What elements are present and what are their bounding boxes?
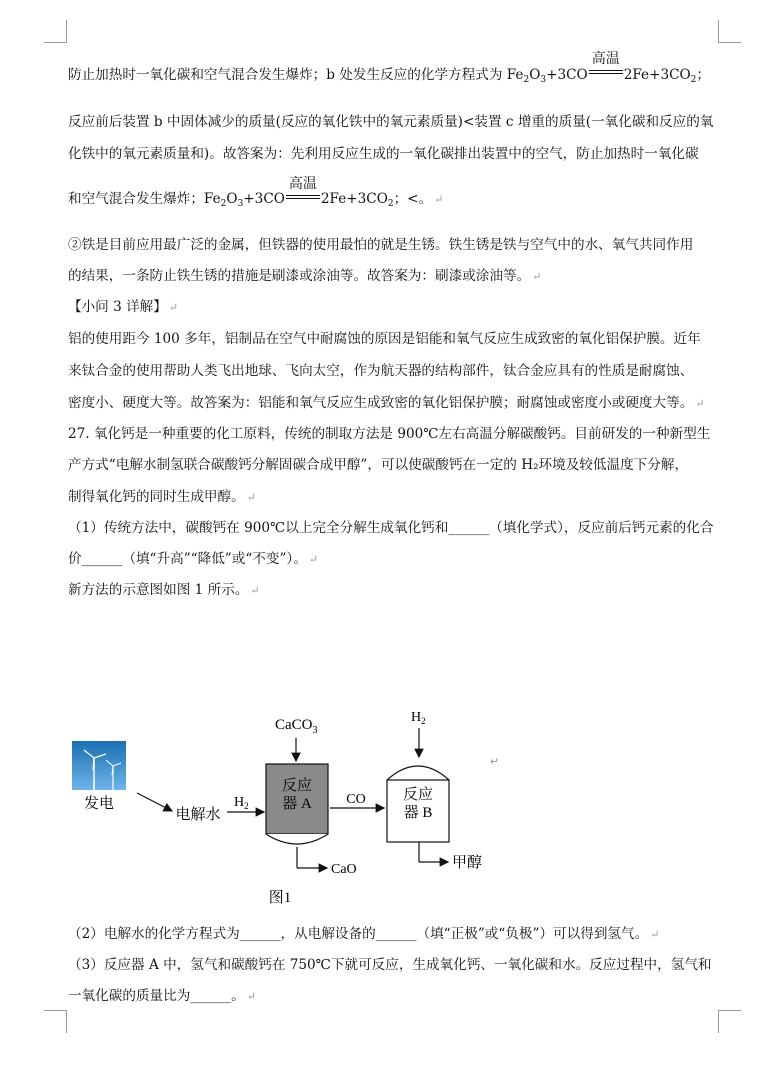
- label-methanol: 甲醇: [452, 855, 483, 871]
- text-line: 防止加热时一氧化碳和空气混合发生爆炸；b 处发生反应的化学方程式为 $Fe_2O_3+3CO$ 高温 $2Fe+3CO_2$；: [68, 51, 710, 85]
- text-line: 化铁中的氧元素质量和)。故答案为：先利用反应生成的一氧化碳排出装置中的空气，防止加热时一氧化碳: [68, 146, 699, 162]
- page-corner-mark: [44, 1010, 67, 1033]
- reactor-b-vessel: [387, 766, 449, 842]
- text-line: 价______（填“升高”“降低”或“不变”）。 ↵: [68, 551, 319, 567]
- page-corner-mark: [718, 20, 741, 43]
- reactor-b-label-line1: 反应: [402, 787, 434, 803]
- reactor-a-label-line1: 反应: [281, 778, 313, 794]
- label-co: CO: [346, 792, 366, 807]
- paragraph-mark: ↵: [490, 756, 500, 768]
- text-line: 铝的使用距今 100 多年，铝制品在空气中耐腐蚀的原因是铝能和氧气反应生成致密的氧化铝保护膜。近年: [68, 331, 701, 347]
- question-27: 27. 氧化钙是一种重要的化工原料，传统的制取方法是 900℃左右高温分解碳酸钙。目前研发的一种新型生: [68, 426, 711, 442]
- text-line: 和空气混合发生爆炸；$Fe_2O_3+3CO$ 高温 $2Fe+3CO_2$；<。 ↵: [68, 176, 444, 209]
- text-line: 新方法的示意图如图 1 所示。 ↵: [68, 582, 260, 598]
- text-line: 来钛合金的使用帮助人类飞出地球、飞向太空，作为航天器的结构部件，钛合金应具有的性质是耐腐蚀、: [68, 363, 694, 379]
- page-corner-mark: [718, 1010, 741, 1033]
- label-h2-flow-a: $H_2$: [234, 795, 249, 811]
- arrow-power-to-electrolysis: [137, 793, 172, 811]
- process-diagram-figure-1: [0, 700, 784, 915]
- text-line: 的结果，一条防止铁生锈的措施是刷漆或涂油等。故答案为：刷漆或涂油等。 ↵: [68, 268, 542, 284]
- label-power-generation: 发电: [83, 796, 115, 812]
- question-part-3: （3）反应器 A 中，氢气和碳酸钙在 750℃下就可反应，生成氧化钙、一氧化碳和水。反应过程中，氢气和: [68, 957, 712, 973]
- wind-turbine-icon: [72, 741, 126, 790]
- text-line: 反应前后装置 b 中固体减少的质量(反应的氧化铁中的氧元素质量)<装置 c 增重的质量(一氧化碳和反应的氧: [68, 114, 714, 130]
- text-line: 制得氧化钙的同时生成甲醇。 ↵: [68, 489, 256, 505]
- page-corner-mark: [44, 20, 67, 43]
- label-h2-flow-b: $H_2$: [411, 710, 426, 726]
- question-part-2: （2）电解水的化学方程式为______，从电解设备的______（填“正极”或“负极”）可以得到氢气。 ↵: [68, 926, 660, 942]
- text-line: ②铁是目前应用最广泛的金属，但铁器的使用最怕的就是生锈。铁生锈是铁与空气中的水、氧气共同作用: [68, 237, 694, 253]
- figure-caption: 图1: [268, 890, 292, 906]
- question-part-1: （1）传统方法中，碳酸钙在 900℃以上完全分解生成氧化钙和______（填化学式），反应前后钙元素的化合: [68, 520, 714, 536]
- label-cao: CaO: [331, 862, 357, 877]
- label-electrolysis: 电解水: [175, 807, 221, 823]
- reactor-b-label-line2: 器 B: [403, 805, 433, 821]
- text-line: 一氧化碳的质量比为______。 ↵: [68, 988, 256, 1004]
- section-heading: 【小问 3 详解】 ↵: [68, 299, 179, 315]
- reactor-a-label-line2: 器 A: [282, 796, 312, 812]
- reaction-condition: 高温: [589, 66, 623, 84]
- label-caco3: CaCO$_3$: [275, 717, 318, 736]
- text-line: 密度小、硬度大等。故答案为：铝能和氧气反应生成致密的氧化铝保护膜；耐腐蚀或密度小或硬度大等。 ↵: [68, 395, 705, 411]
- text-line: 产方式“电解水制氢联合碳酸钙分解固碳合成甲醇”，可以使碳酸钙在一定的 H₂环境及较低温度下分解，: [68, 457, 689, 473]
- reaction-condition: 高温: [286, 191, 320, 209]
